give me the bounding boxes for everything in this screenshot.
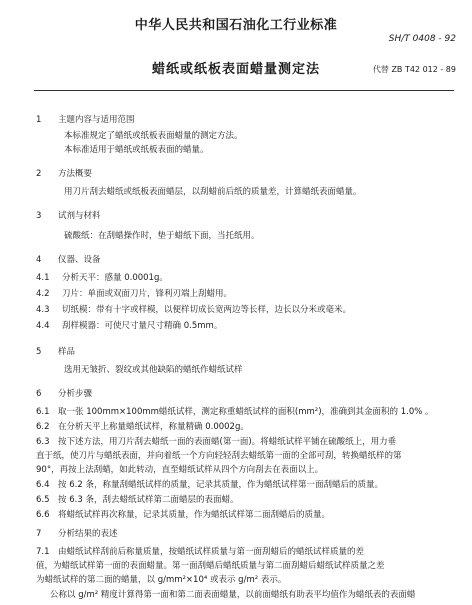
- item-4-3: 4.3 切纸模：带有十字或样模，以便样切成长宽两边等长样，边长以分米或毫米。: [36, 305, 352, 315]
- section-3-heading: 3 试剂与材料: [36, 211, 101, 221]
- section-2-heading: 2 方法概要: [36, 169, 93, 179]
- section-6-heading: 6 分析步骤: [36, 389, 93, 399]
- header-divider: [34, 90, 454, 91]
- section-4-heading: 4 仪器、设备: [36, 255, 101, 265]
- section-5-para-1: 选用无皱折、裂纹或其他缺陷的蜡纸作蜡纸试样: [64, 365, 243, 375]
- result-7-1-cont-2: 为蜡纸试样的第二面的蜡量，以 g/mm²×10⁴ 或表示 g/m² 表示。: [36, 575, 287, 585]
- step-6-4: 6.4 按 6.2 条，称量刮蜡纸试样的质量，记录其质量，作为蜡纸试样第一面刮蜡后的质量。: [36, 480, 383, 490]
- step-6-1: 6.1 取一张 100mm×100mm蜡纸试样，测定称重蜡纸试样的面积(mm²)，准确到其金面积的 1.0% 。: [36, 407, 434, 417]
- item-4-2: 4.2 刀片：单面或双面刀片，锋利刃端上刮蜡用。: [36, 289, 233, 299]
- step-6-3-cont-1: 直于纸，使刀片与蜡纸表面，并向着纸一个方向轻轻刮去蜡纸第一面的全部可刮，转换蜡纸样的第: [36, 451, 402, 461]
- step-6-3: 6.3 按下述方法，用刀片刮去蜡纸一面的表面蜡(第一面)。将蜡纸试样平铺在硫酸纸上，用力垂: [36, 437, 397, 447]
- section-3-para-1: 硫酸纸：在刮蜡操作时，垫于蜡纸下面，当托纸用。: [64, 231, 260, 241]
- section-1-para-2: 本标准适用于蜡纸或纸板表面的蜡量。: [64, 145, 209, 155]
- result-7-1-cont-3: 公称以 g/m² 精度计算得第一面和第二面表面蜡量，以前面蜡纸有助表平均值作为蜡纸表的表面蜡: [50, 590, 416, 600]
- standard-code: SH/T 0408 - 92: [388, 34, 456, 44]
- step-6-6: 6.6 将蜡纸试样再次称量，记录其质量，作为蜡纸试样第二面刮蜡后的质量。: [36, 510, 331, 520]
- result-7-1-cont-1: 值，为蜡纸试样第一面的表面蜡量。第一面刮蜡后蜡纸质量与第二面刮蜡后蜡纸试样质量之差: [36, 561, 385, 571]
- standard-title: 中华人民共和国石油化工行业标准: [134, 18, 338, 33]
- item-4-4: 4.4 刮样模器：可使尺寸量尺寸精确 0.5mm。: [36, 321, 223, 331]
- document-title: 蜡纸或纸板表面蜡量测定法: [151, 62, 320, 77]
- section-1-para-1: 本标准规定了蜡纸或纸板表面蜡量的测定方法。: [64, 131, 243, 141]
- step-6-5: 6.5 按 6.3 条，刮去蜡纸试样第二面蜡层的表面蜡。: [36, 495, 239, 505]
- step-6-3-cont-2: 90°，再按上法刮蜡，如此转动，直至蜡纸试样从四个方向刮去在表面以上。: [36, 465, 324, 475]
- classification-code: 代替 ZB T42 012 - 89: [372, 65, 456, 74]
- section-2-para-1: 用刀片刮去蜡纸或纸板表面蜡层，以刮蜡前后纸的质量差，计算蜡纸表面蜡量。: [64, 187, 362, 197]
- result-7-1: 7.1 由蜡纸试样刮前后称量质量，按蜡纸试样质量与第一面刮蜡后的蜡纸试样质量的差: [36, 547, 365, 557]
- section-7-heading: 7 分析结果的表述: [36, 529, 118, 539]
- step-6-2: 6.2 在分析天平上称量蜡纸试样，称量精确 0.0002g。: [36, 422, 249, 432]
- section-5-heading: 5 样品: [36, 347, 76, 357]
- section-1-heading: 1 主题内容与适用范围: [36, 115, 135, 125]
- item-4-1: 4.1 分析天平：感量 0.0001g。: [36, 273, 168, 283]
